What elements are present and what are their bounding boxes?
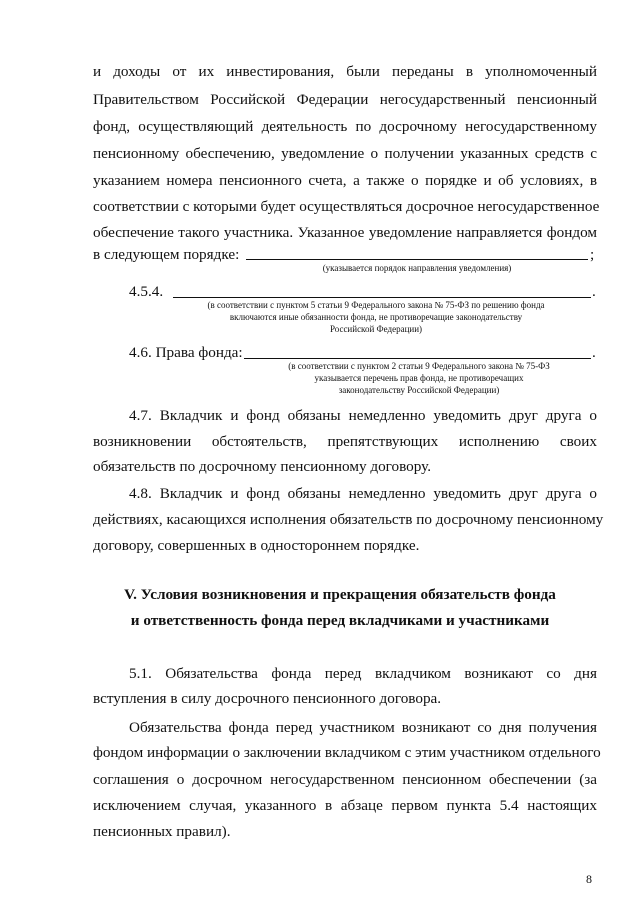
- field-note: Российской Федерации): [329, 324, 423, 334]
- punctuation: ;: [590, 246, 595, 263]
- text-line: возникновении обстоятельств, препятствующих исполнению своих: [93, 433, 597, 450]
- text-line: 4.8. Вкладчик и фонд обязаны немедленно уведомить друг друга о: [129, 485, 597, 502]
- fill-in-line: [244, 358, 591, 359]
- text-line: вступления в силу досрочного пенсионного договора.: [93, 690, 442, 707]
- text-line: фонд, осуществляющий деятельность по досрочному негосударственному: [93, 118, 597, 135]
- punctuation: .: [592, 344, 596, 361]
- text-line: договору, совершенных в одностороннем порядке.: [93, 537, 420, 554]
- field-note: включаются иные обязанности фонда, не противоречащие законодательству: [229, 312, 523, 322]
- item-label: 4.6. Права фонда:: [129, 344, 243, 361]
- text-line: в следующем порядке:: [93, 246, 240, 263]
- text-line: Обязательства фонда перед участником возникают со дня получения: [129, 719, 597, 736]
- field-note: (в соответствии с пунктом 2 статьи 9 Федерального закона № 75-ФЗ: [288, 361, 550, 371]
- text-line: действиях, касающихся исполнения обязательств по досрочному пенсионному: [93, 511, 604, 528]
- text-line: исключением случая, указанного в абзаце первом пункта 5.4 настоящих: [93, 797, 597, 814]
- text-line: обязательств по досрочному пенсионному договору.: [93, 458, 432, 475]
- text-line: 4.7. Вкладчик и фонд обязаны немедленно уведомить друг друга о: [129, 407, 597, 424]
- fill-in-line: [173, 297, 591, 298]
- text-line: 5.1. Обязательства фонда перед вкладчиком возникают со дня: [129, 665, 597, 682]
- text-line: Правительством Российской Федерации негосударственный пенсионный: [93, 91, 597, 108]
- text-line: пенсионных правил).: [93, 823, 231, 840]
- text-line: соглашения о досрочном негосударственном пенсионном обеспечении (за: [93, 771, 597, 788]
- section-heading: и ответственность фонда перед вкладчиками и участниками: [130, 612, 550, 629]
- item-number: 4.5.4.: [129, 283, 164, 300]
- field-note: указывается перечень прав фонда, не противоречащих: [314, 373, 524, 383]
- field-note: (в соответствии с пунктом 5 статьи 9 Федерального закона № 75-ФЗ по решению фонда: [207, 300, 545, 310]
- field-note: (указывается порядок направления уведомления): [322, 263, 512, 273]
- text-line: обеспечение такого участника. Указанное уведомление направляется фондом: [93, 224, 597, 241]
- text-line: указанием номера пенсионного счета, а также о порядке и об условиях, в: [93, 172, 597, 189]
- text-line: пенсионному обеспечению, уведомление о получении указанных средств с: [93, 145, 597, 162]
- text-line: фондом информации о заключении вкладчиком с этим участником отдельного: [93, 744, 601, 761]
- page-number: 8: [586, 872, 592, 886]
- fill-in-line: [246, 259, 588, 260]
- field-note: законодательству Российской Федерации): [338, 385, 500, 395]
- section-heading: V. Условия возникновения и прекращения обязательств фонда: [124, 586, 556, 603]
- punctuation: .: [592, 283, 596, 300]
- text-line: и доходы от их инвестирования, были переданы в уполномоченный: [93, 63, 597, 80]
- text-line: соответствии с которыми будет осуществляться досрочное негосударственное: [93, 198, 600, 215]
